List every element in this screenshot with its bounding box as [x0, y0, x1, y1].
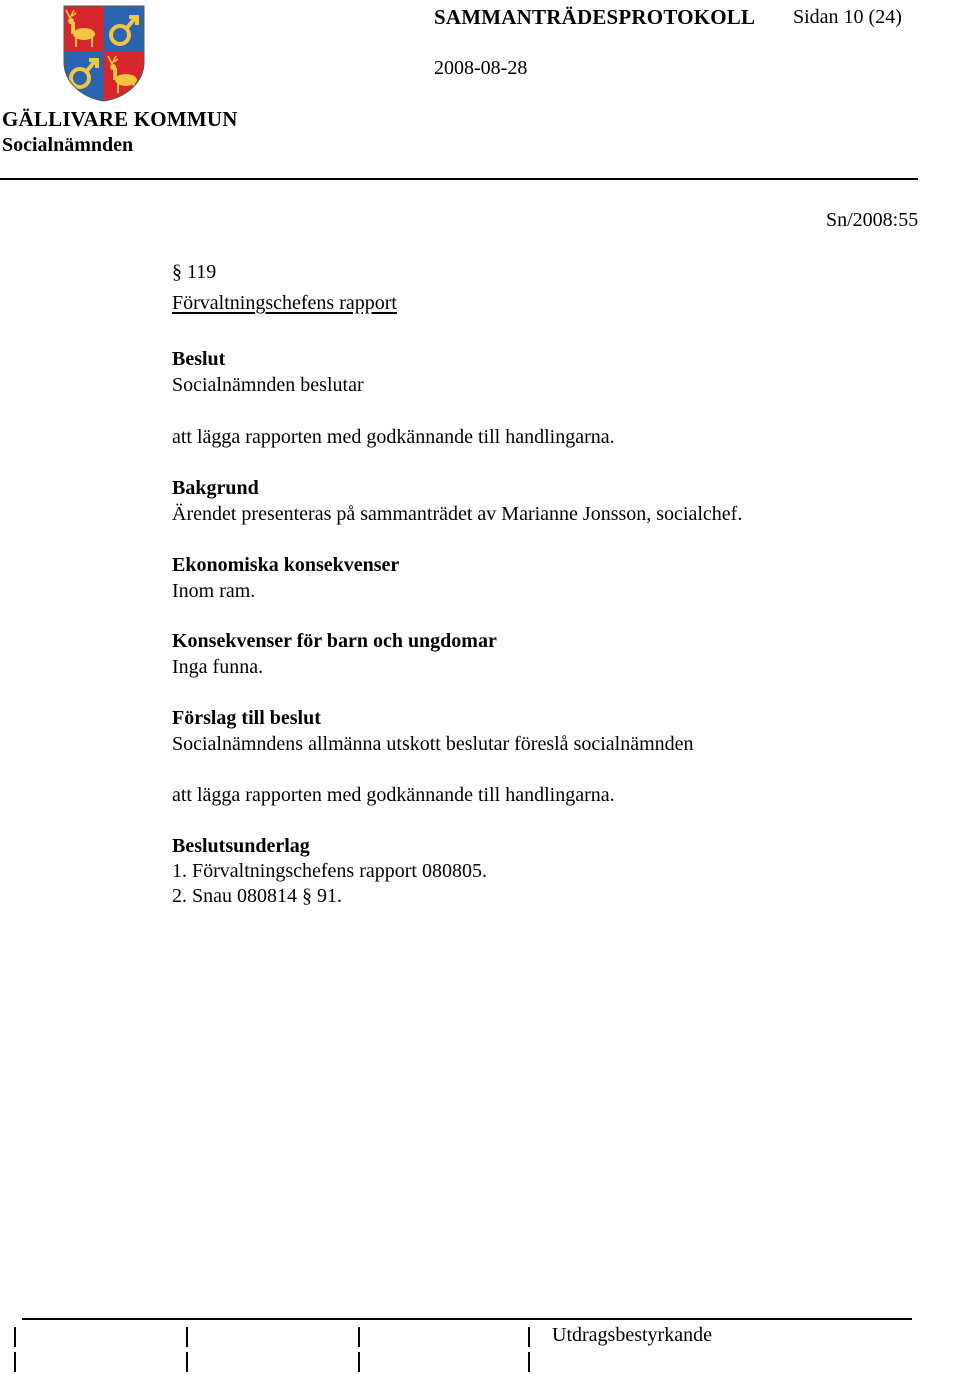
signature-box-divider: [14, 1352, 16, 1372]
signature-box-divider: [358, 1352, 360, 1372]
signature-box-divider: [528, 1327, 530, 1347]
forslag-heading: Förslag till beslut: [172, 707, 321, 729]
beslut-intro: Socialnämnden beslutar: [172, 374, 364, 396]
underlag-heading: Beslutsunderlag: [172, 835, 310, 857]
footer-certification-label: Utdragsbestyrkande: [552, 1324, 712, 1346]
barn-heading: Konsekvenser för barn och ungdomar: [172, 630, 497, 652]
signature-box-divider: [358, 1327, 360, 1347]
section-title: Förvaltningschefens rapport: [172, 292, 397, 314]
bakgrund-heading: Bakgrund: [172, 477, 259, 499]
forslag-intro: Socialnämndens allmänna utskott beslutar föreslå socialnämnden: [172, 733, 694, 755]
barn-text: Inga funna.: [172, 656, 264, 678]
signature-box-divider: [186, 1352, 188, 1372]
footer-divider: [22, 1318, 912, 1320]
organization-name: GÄLLIVARE KOMMUN: [2, 107, 238, 131]
underlag-item: 1. Förvaltningschefens rapport 080805.: [172, 860, 487, 882]
signature-box-divider: [528, 1352, 530, 1372]
section-number: § 119: [172, 261, 217, 283]
signature-box-divider: [186, 1327, 188, 1347]
header-divider: [0, 178, 918, 180]
ekonomiska-heading: Ekonomiska konsekvenser: [172, 554, 400, 576]
underlag-item: 2. Snau 080814 § 91.: [172, 885, 342, 907]
beslut-text: att lägga rapporten med godkännande till handlingarna.: [172, 426, 615, 448]
document-title: SAMMANTRÄDESPROTOKOLL: [434, 5, 756, 29]
bakgrund-text: Ärendet presenteras på sammanträdet av Marianne Jonsson, socialchef.: [172, 503, 743, 525]
coat-of-arms-icon: [62, 4, 146, 102]
page-number: Sidan 10 (24): [793, 6, 902, 28]
ekonomiska-text: Inom ram.: [172, 580, 256, 602]
case-number: Sn/2008:55: [826, 209, 919, 231]
forslag-text: att lägga rapporten med godkännande till handlingarna.: [172, 784, 615, 806]
meeting-date: 2008-08-28: [434, 57, 528, 79]
department-name: Socialnämnden: [2, 134, 134, 156]
signature-box-divider: [14, 1327, 16, 1347]
beslut-heading: Beslut: [172, 348, 226, 370]
